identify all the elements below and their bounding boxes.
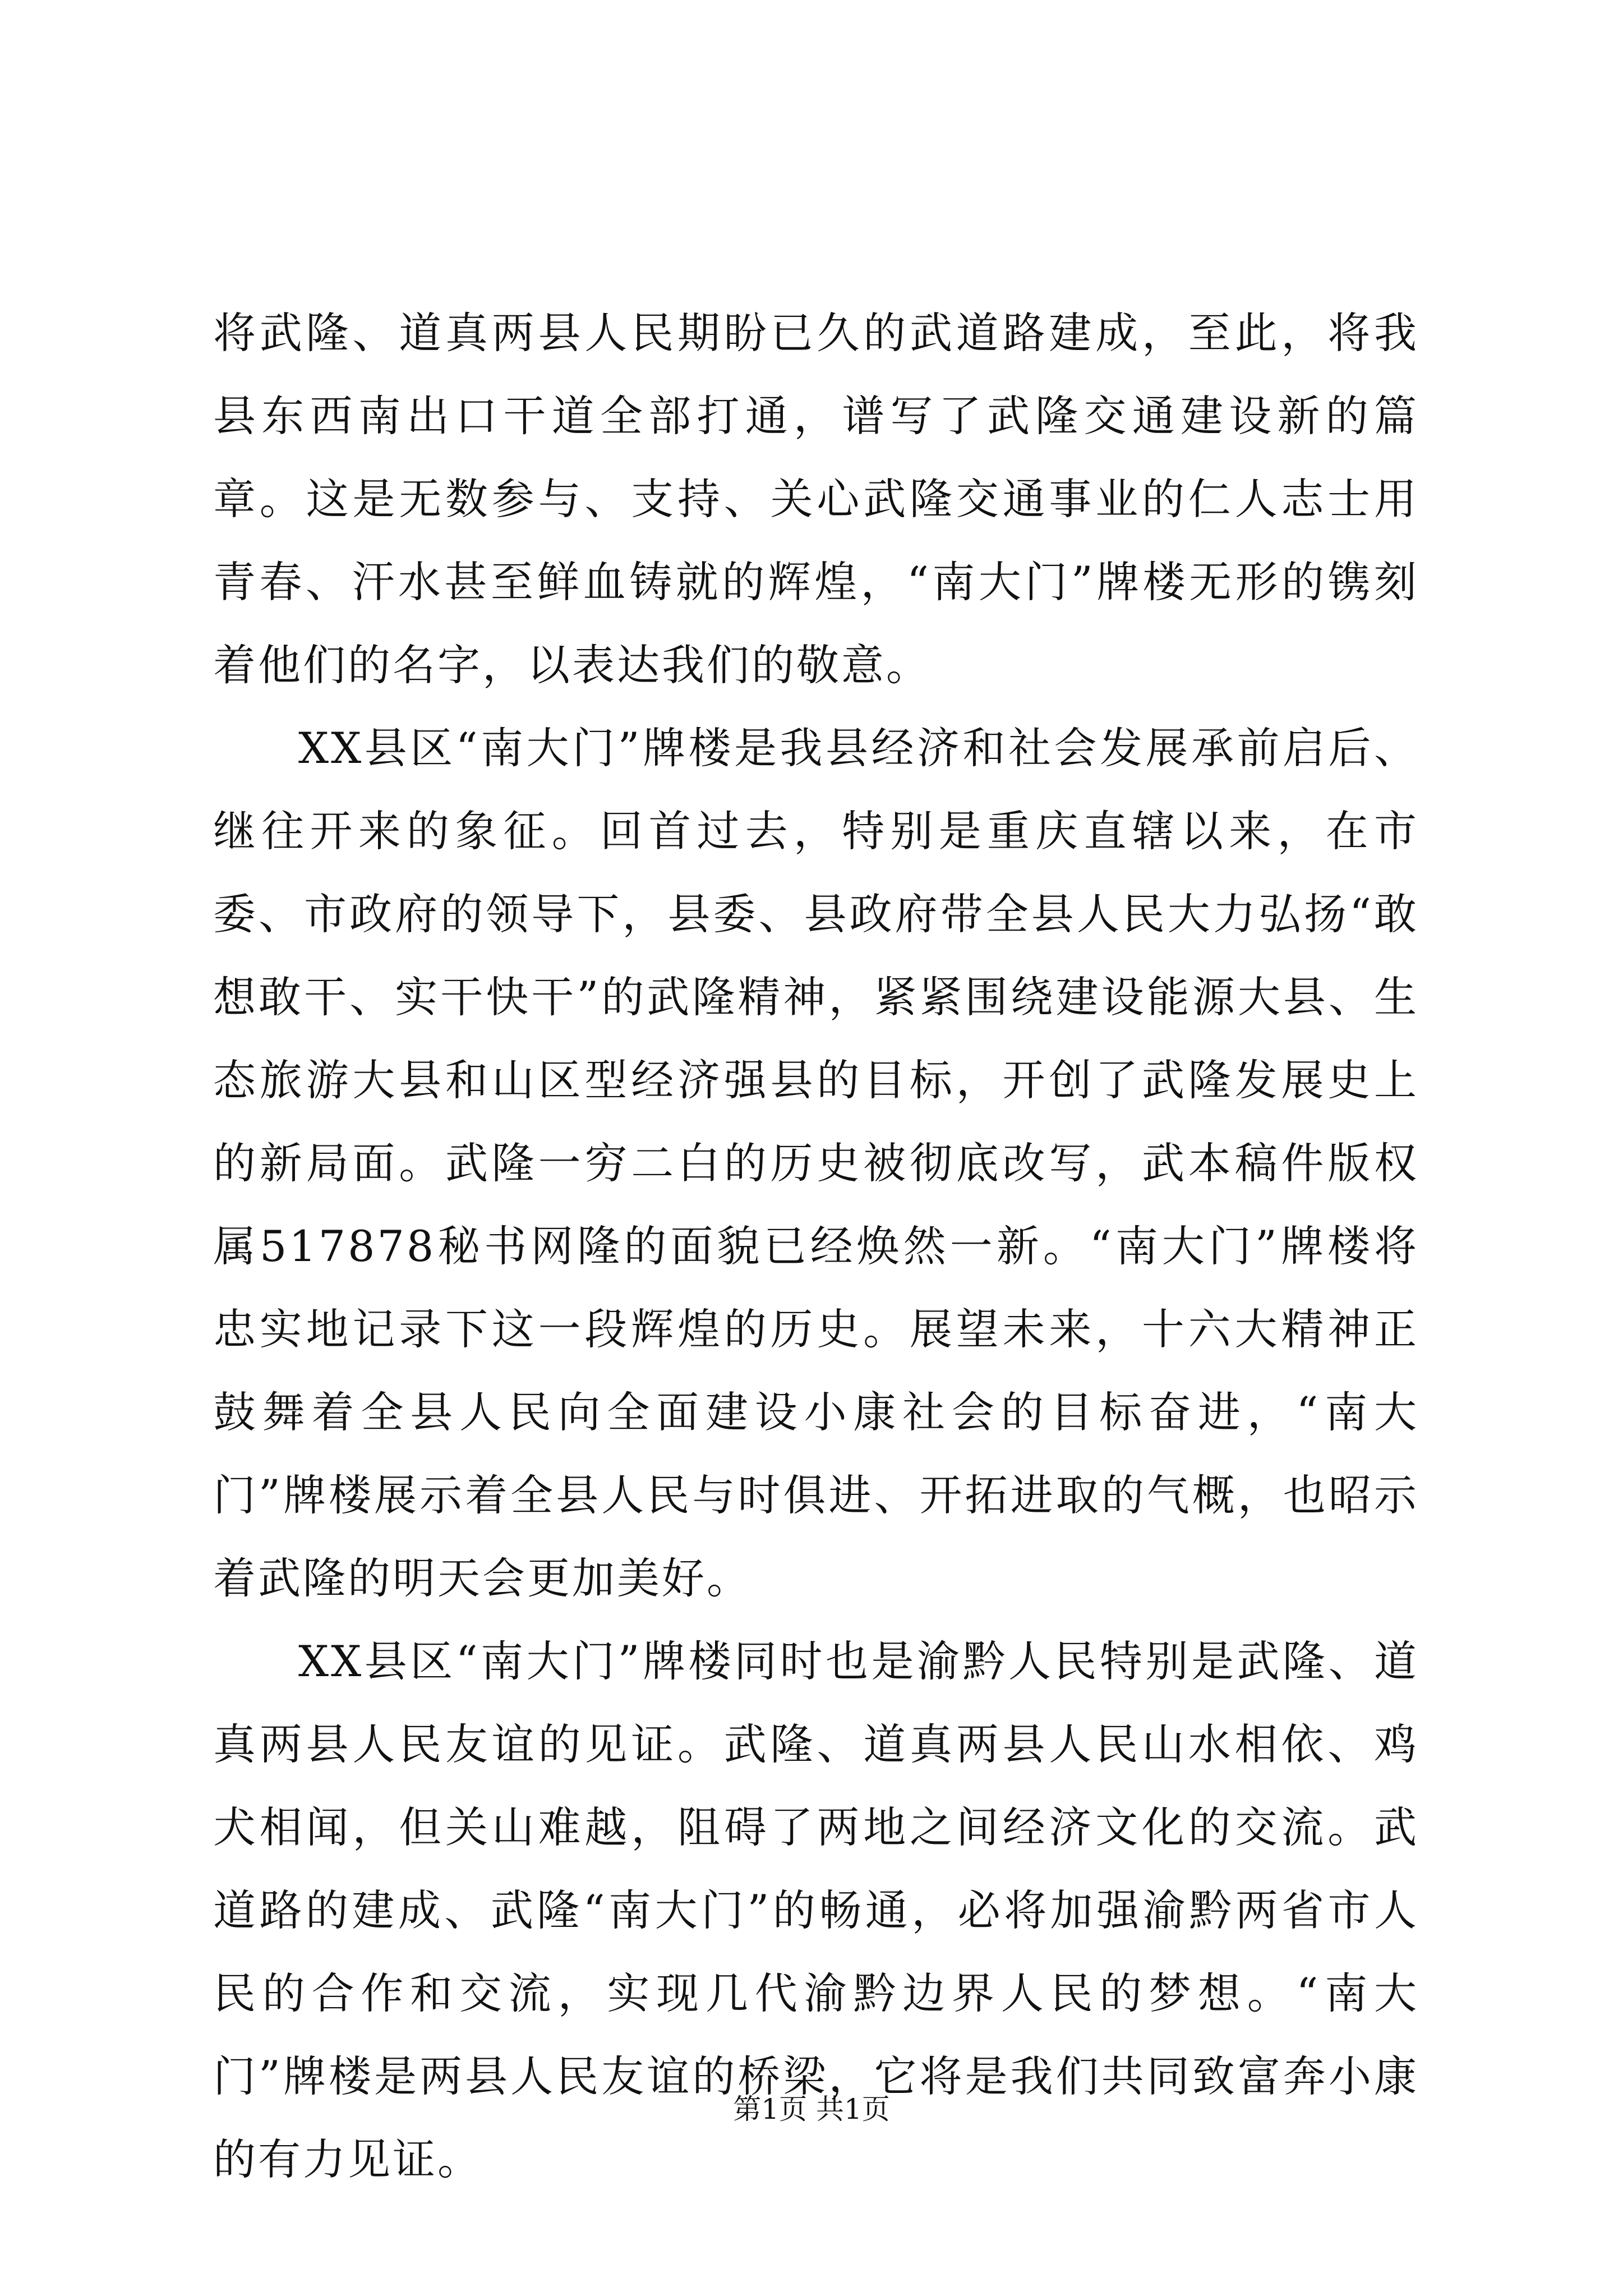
page-footer: 第1页 共1页	[733, 2093, 890, 2125]
paragraph: XX县区“南大门”牌楼同时也是渝黔人民特别是武隆、道真两县人民友谊的见证。武隆、道真两县人民山水相依、鸡犬相闻，但关山难越，阻碍了两地之间经济文化的交流。武道路的建成、武隆“南大门”的畅通，必将加强渝黔两省市人民的合作和交流，实现几代渝黔边界人民的梦想。“南大门”牌楼是两县人民友谊的桥梁，它将是我们共同致富奔小康的有力见证。	[213, 1636, 1419, 2184]
document-body	[213, 292, 1419, 2201]
paragraph: XX县区“南大门”牌楼是我县经济和社会发展承前启后、继往开来的象征。回首过去，特别是重庆直辖以来，在市委、市政府的领导下，县委、县政府带全县人民大力弘扬“敢想敢干、实干快干”的武隆精神，紧紧围绕建设能源大县、生态旅游大县和山区型经济强县的目标，开创了武隆发展史上的新局面。武隆一穷二白的历史被彻底改写，武本稿件版权属517878秘书网隆的面貌已经焕然一新。“南大门”牌楼将忠实地记录下这一段辉煌的历史。展望未来，十六大精神正鼓舞着全县人民向全面建设小康社会的目标奋进，“南大门”牌楼展示着全县人民与时俱进、开拓进取的气概，也昭示着武隆的明天会更加美好。	[213, 723, 1419, 1603]
paragraph-continued: 将武隆、道真两县人民期盼已久的武道路建成，至此，将我县东西南出口干道全部打通，谱写了武隆交通建设新的篇章。这是无数参与、支持、关心武隆交通事业的仁人志士用青春、汗水甚至鲜血铸就的辉煌，“南大门”牌楼无形的镌刻着他们的名字，以表达我们的敬意。	[213, 308, 1419, 690]
